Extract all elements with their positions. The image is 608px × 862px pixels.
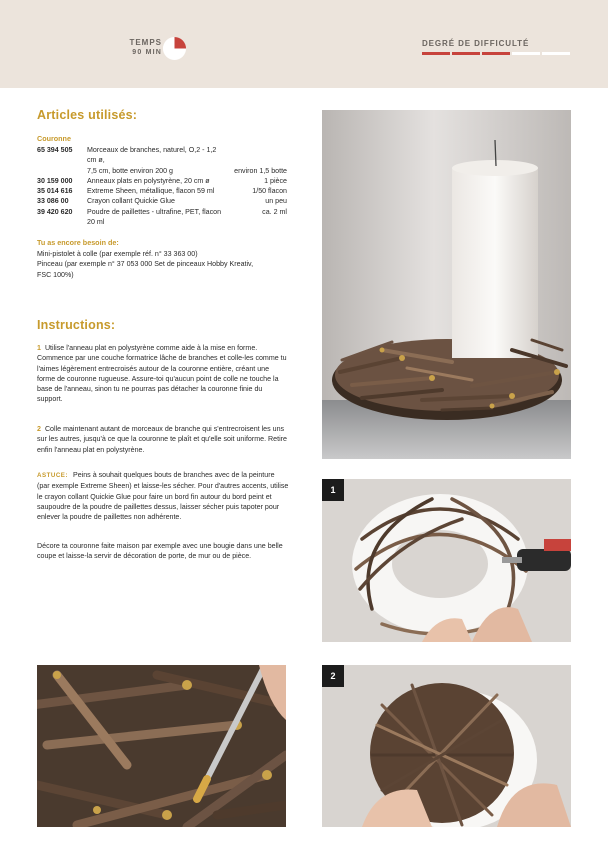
step-text: Colle maintenant autant de morceaux de branche qui s'entrecroisent les uns sur les autres, jusqu'à ce que la couronne te plaît et qu'elle soit uniforme. Retire enfin l'anneau plat en polystyrène. [37,425,287,454]
article-qty: environ 1,5 botte [234,166,287,175]
difficulty-bars [422,52,570,55]
difficulty-bar-filled [422,52,450,55]
step-1-badge: 1 [322,479,344,501]
brush-detail-photo [37,665,286,827]
article-desc: Poudre de paillettes - ultrafine, PET, flacon 20 ml [87,207,222,227]
article-qty: 1 pièce [264,176,287,185]
wreath-candle-photo [322,110,571,459]
article-ref: 65 394 505 [37,146,73,154]
article-qty: 1/50 flacon [252,187,287,196]
step-2-badge: 2 [322,665,344,687]
step-text: Utilise l'anneau plat en polystyrène comme aide à la mise en forme. Commence par une couche formatrice lâche de branches et colle-les comme tu l'aimes légèrement entrecroisés autour de la couronne entière, créant une forme de couronne rugueuse. Assure-toi qu'aucun point de colle ne touche la base de l'anneau, sinon tu ne pourras pas détacher la couronne finie du support. [37,344,287,404]
article-ref [37,166,87,176]
tip-label: ASTUCE: [37,472,68,479]
article-qty [227,145,287,166]
article-desc: Morceaux de branches, naturel, O,2 - 1,2 cm ø, [87,146,217,165]
step-1-photo [322,479,571,642]
tip-text: Peins à souhait quelques bouts de branches avec de la peinture (par exemple Extreme Sheen) et laisse-les sécher. Pour d'autres accents, utilise le crayon collant Quickie Glue pour faire un bord fin autour du bord peint et saupoudre de la poudre de paillettes dessus, laisser sécher puis tapoter pour enlever la poudre de paillettes non adhérente. [37,471,289,522]
article-ref: 35 014 616 [37,187,73,196]
article-row [37,196,287,206]
article-ref: 39 420 620 [37,207,73,216]
time-label [112,38,162,58]
article-row [37,186,287,196]
also-needed-line: FSC 100%) [37,270,74,279]
article-row [37,145,287,166]
clock-icon [162,36,187,61]
article-desc: Anneaux plats en polystyrène, 20 cm ø [87,176,210,185]
article-desc: Extreme Sheen, métallique, flacon 59 ml [87,187,215,196]
step-number: 2 [37,425,41,433]
time-title: TEMPS [129,38,162,47]
difficulty-bar-empty [512,52,540,55]
step-number: 1 [37,344,41,352]
difficulty-label: DEGRÉ DE DIFFICULTÉ [422,39,530,48]
articles-group: Couronne [37,134,71,143]
also-needed-list [37,249,287,280]
instruction-step-2 [37,424,289,455]
also-needed-title: Tu as encore besoin de: [37,238,119,247]
article-row [37,166,287,176]
step-2-photo [322,665,571,827]
closing-paragraph: Décore ta couronne faite maison par exemple avec une bougie dans une belle coupe et laisse-la servir de décoration de porte, de mur ou de pièce. [37,542,283,561]
instructions-title: Instructions: [37,318,116,332]
articles-title: Articles utilisés: [37,108,138,122]
also-needed-line: Mini-pistolet à colle (par exemple réf. n° 33 363 00) [37,250,198,258]
article-desc: 7,5 cm, botte environ 200 g [87,166,173,175]
difficulty-bar-filled [482,52,510,55]
article-qty: un peu [265,197,287,206]
article-desc: Crayon collant Quickie Glue [87,197,175,206]
article-qty: ca. 2 ml [262,207,287,216]
difficulty-bar-empty [542,52,570,55]
also-needed-line: Pinceau (par exemple n° 37 053 000 Set de pinceaux Hobby Kreativ, [37,260,254,269]
article-row [37,176,287,186]
articles-table [37,145,287,227]
time-value: 90 MIN [132,49,162,56]
article-row [37,207,287,228]
tip-paragraph [37,470,289,522]
article-ref: 33 086 00 [37,197,69,206]
instruction-step-1 [37,343,289,405]
article-ref: 30 159 000 [37,176,73,185]
difficulty-bar-filled [452,52,480,55]
